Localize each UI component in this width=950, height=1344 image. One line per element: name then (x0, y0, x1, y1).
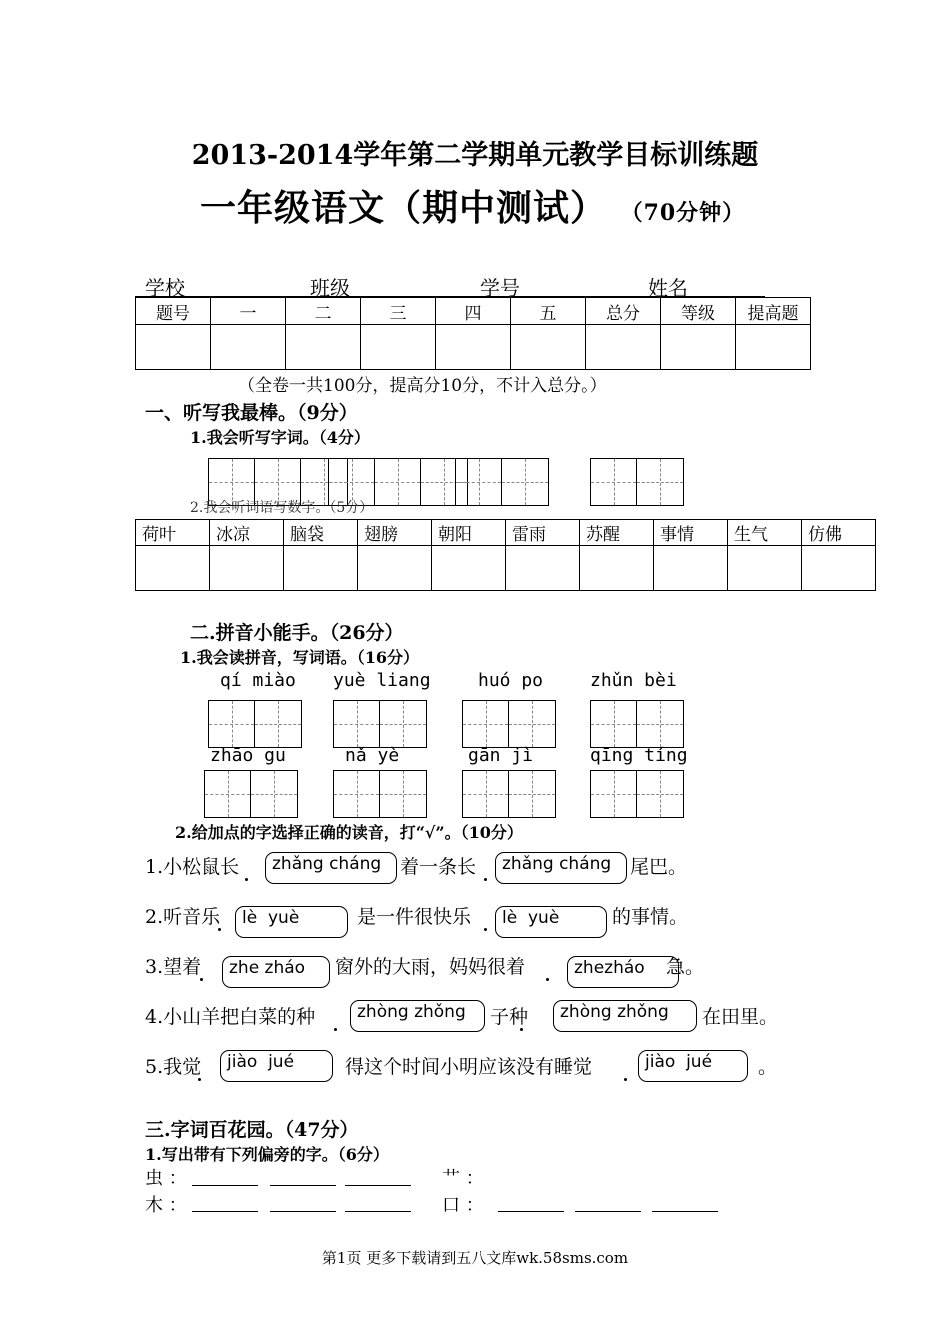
writing-grid[interactable] (208, 700, 302, 748)
pinyin-label: gān jì (468, 745, 534, 766)
sentence-1-start: 1.小松鼠长 (145, 856, 240, 878)
emphasis-dot (546, 978, 549, 981)
sentence-3-middle: 窗外的大雨，妈妈很着 (335, 956, 526, 978)
section1-q1: 1.我会听写字词。（4分） (190, 428, 370, 447)
pinyin-choice-box[interactable]: lè yuè (495, 906, 607, 938)
pinyin-choice-box[interactable]: zhòng zhǒng (350, 1000, 485, 1032)
number-cell[interactable] (432, 546, 506, 591)
duration: （70分钟） (620, 200, 746, 226)
section2-q2: 2.给加点的字选择正确的读音，打“√”。（10分） (175, 823, 523, 842)
word-cell: 事情 (654, 520, 728, 546)
score-header: 等级 (661, 298, 736, 325)
radical-label: 虫 ： (145, 1168, 187, 1189)
number-cell[interactable] (210, 546, 284, 591)
pinyin-choice-box[interactable]: lè yuè (235, 906, 348, 938)
answer-line[interactable] (498, 1211, 564, 1212)
writing-grid[interactable] (590, 458, 684, 506)
sentence-5-end: 。 (758, 1056, 778, 1078)
pinyin-choice-box[interactable]: jiào jué (638, 1050, 748, 1082)
pinyin-choice-box[interactable]: zhezháo (567, 956, 679, 988)
number-cell[interactable] (358, 546, 432, 591)
pinyin-choice-box[interactable]: zhǎng cháng (495, 852, 627, 884)
emphasis-dot (200, 978, 203, 981)
page-footer: 第1页 更多下载请到五八文库wk.58sms.com (321, 1249, 629, 1267)
word-cell: 脑袋 (284, 520, 358, 546)
score-cell[interactable] (286, 325, 361, 370)
score-cell[interactable] (736, 325, 811, 370)
answer-line[interactable] (345, 1211, 411, 1212)
pinyin-label: yuè liang (333, 670, 431, 691)
sentence-4-start: 4.小山羊把白菜的种 (145, 1006, 316, 1028)
emphasis-dot (245, 878, 248, 881)
answer-line[interactable] (192, 1185, 258, 1186)
class-label: 班级 (310, 276, 350, 300)
score-cell[interactable] (661, 325, 736, 370)
sentence-3-start: 3.望着 (145, 956, 202, 978)
writing-grid[interactable] (204, 770, 298, 818)
word-cell: 荷叶 (136, 520, 210, 546)
writing-grid[interactable] (462, 770, 556, 818)
score-header: 三 (361, 298, 436, 325)
word-cell: 朝阳 (432, 520, 506, 546)
answer-line[interactable] (270, 1211, 336, 1212)
pinyin-choice-box[interactable]: zhe zháo (222, 956, 330, 988)
emphasis-dot (484, 928, 487, 931)
sentence-2-start: 2.听音乐 (145, 906, 221, 928)
sentence-3-end: 急。 (666, 956, 705, 978)
number-cell[interactable] (136, 546, 210, 591)
section3-q1: 1.写出带有下列偏旁的字。（6分） (145, 1145, 389, 1164)
sentence-1-end: 尾巴。 (630, 856, 688, 878)
pinyin-label: zhāo gu (210, 745, 286, 766)
section3-heading: 三.字词百花园。（47分） (145, 1119, 359, 1141)
section1-q2: 2.我会听词语写数字。（5分） (190, 500, 374, 516)
sentence-2-end: 的事情。 (612, 906, 689, 928)
answer-line[interactable] (575, 1211, 641, 1212)
score-cell[interactable] (361, 325, 436, 370)
answer-line[interactable] (192, 1211, 258, 1212)
score-cell[interactable] (511, 325, 586, 370)
score-header: 二 (286, 298, 361, 325)
sentence-1-middle: 着一条长 (400, 856, 477, 878)
name-label: 姓名 (648, 276, 688, 300)
score-header: 一 (211, 298, 286, 325)
score-cell[interactable] (436, 325, 511, 370)
score-header: 提高题 (736, 298, 811, 325)
sentence-5-start: 5.我觉 (145, 1056, 202, 1078)
number-cell[interactable] (654, 546, 728, 591)
score-table (135, 297, 811, 370)
number-cell[interactable] (506, 546, 580, 591)
school-label: 学校 (145, 276, 185, 300)
score-cell[interactable] (586, 325, 661, 370)
student-no-label: 学号 (480, 276, 520, 300)
word-cell: 冰凉 (210, 520, 284, 546)
words-table (135, 519, 876, 591)
word-cell: 翅膀 (358, 520, 432, 546)
word-cell: 苏醒 (580, 520, 654, 546)
radical-label: 艹 ： (442, 1168, 484, 1189)
emphasis-dot (198, 1078, 201, 1081)
sentence-4-middle: 子种 (490, 1006, 529, 1028)
section2-q1: 1.我会读拼音，写词语。（16分） (180, 648, 419, 667)
answer-line[interactable] (270, 1185, 336, 1186)
radical-label: 口 ： (442, 1195, 484, 1216)
writing-grid[interactable] (590, 770, 684, 818)
sentence-4-end: 在田里。 (702, 1006, 779, 1028)
emphasis-dot (624, 1078, 627, 1081)
answer-line[interactable] (652, 1211, 718, 1212)
number-cell[interactable] (284, 546, 358, 591)
pinyin-choice-box[interactable]: jiào jué (220, 1050, 333, 1082)
emphasis-dot (334, 1028, 337, 1031)
pinyin-choice-box[interactable]: zhòng zhǒng (553, 1000, 697, 1032)
writing-grid[interactable] (455, 458, 549, 506)
score-header: 总分 (586, 298, 661, 325)
writing-grid[interactable] (333, 700, 427, 748)
pinyin-label: nǎ yè (345, 745, 400, 766)
number-cell[interactable] (580, 546, 654, 591)
writing-grid[interactable] (333, 770, 427, 818)
pinyin-label: qí miào (220, 670, 296, 691)
score-cell[interactable] (211, 325, 286, 370)
title-main: 一年级语文（期中测试） (200, 187, 608, 229)
radical-label: 木 ： (145, 1195, 187, 1216)
number-cell[interactable] (728, 546, 802, 591)
score-header: 四 (436, 298, 511, 325)
writing-grid[interactable] (590, 700, 684, 748)
pinyin-label: zhǔn bèi (590, 670, 677, 691)
word-cell: 生气 (728, 520, 802, 546)
sentence-2-middle: 是一件很快乐 (357, 906, 472, 928)
title-line2 (200, 180, 745, 231)
writing-grid[interactable] (462, 700, 556, 748)
emphasis-dot (484, 878, 487, 881)
pinyin-label: qīng tíng (590, 745, 688, 766)
score-header: 五 (511, 298, 586, 325)
pinyin-label: huó po (478, 670, 544, 691)
sentence-5-middle: 得这个时间小明应该没有睡觉 (345, 1056, 593, 1078)
score-cell[interactable] (136, 325, 211, 370)
emphasis-dot (218, 928, 221, 931)
pinyin-choice-box[interactable]: zhǎng cháng (265, 852, 397, 884)
word-cell: 雷雨 (506, 520, 580, 546)
title-line1: 2013-2014学年第二学期单元教学目标训练题 (191, 140, 759, 171)
number-cell[interactable] (802, 546, 876, 591)
answer-line[interactable] (345, 1185, 411, 1186)
score-note: （全卷一共100分，提高分10分，不计入总分。） (238, 376, 607, 396)
section2-heading: 二.拼音小能手。（26分） (190, 622, 404, 644)
score-header: 题号 (136, 298, 211, 325)
emphasis-dot (520, 1028, 523, 1031)
section1-heading: 一、听写我最棒。（9分） (145, 402, 358, 424)
word-cell: 仿佛 (802, 520, 876, 546)
